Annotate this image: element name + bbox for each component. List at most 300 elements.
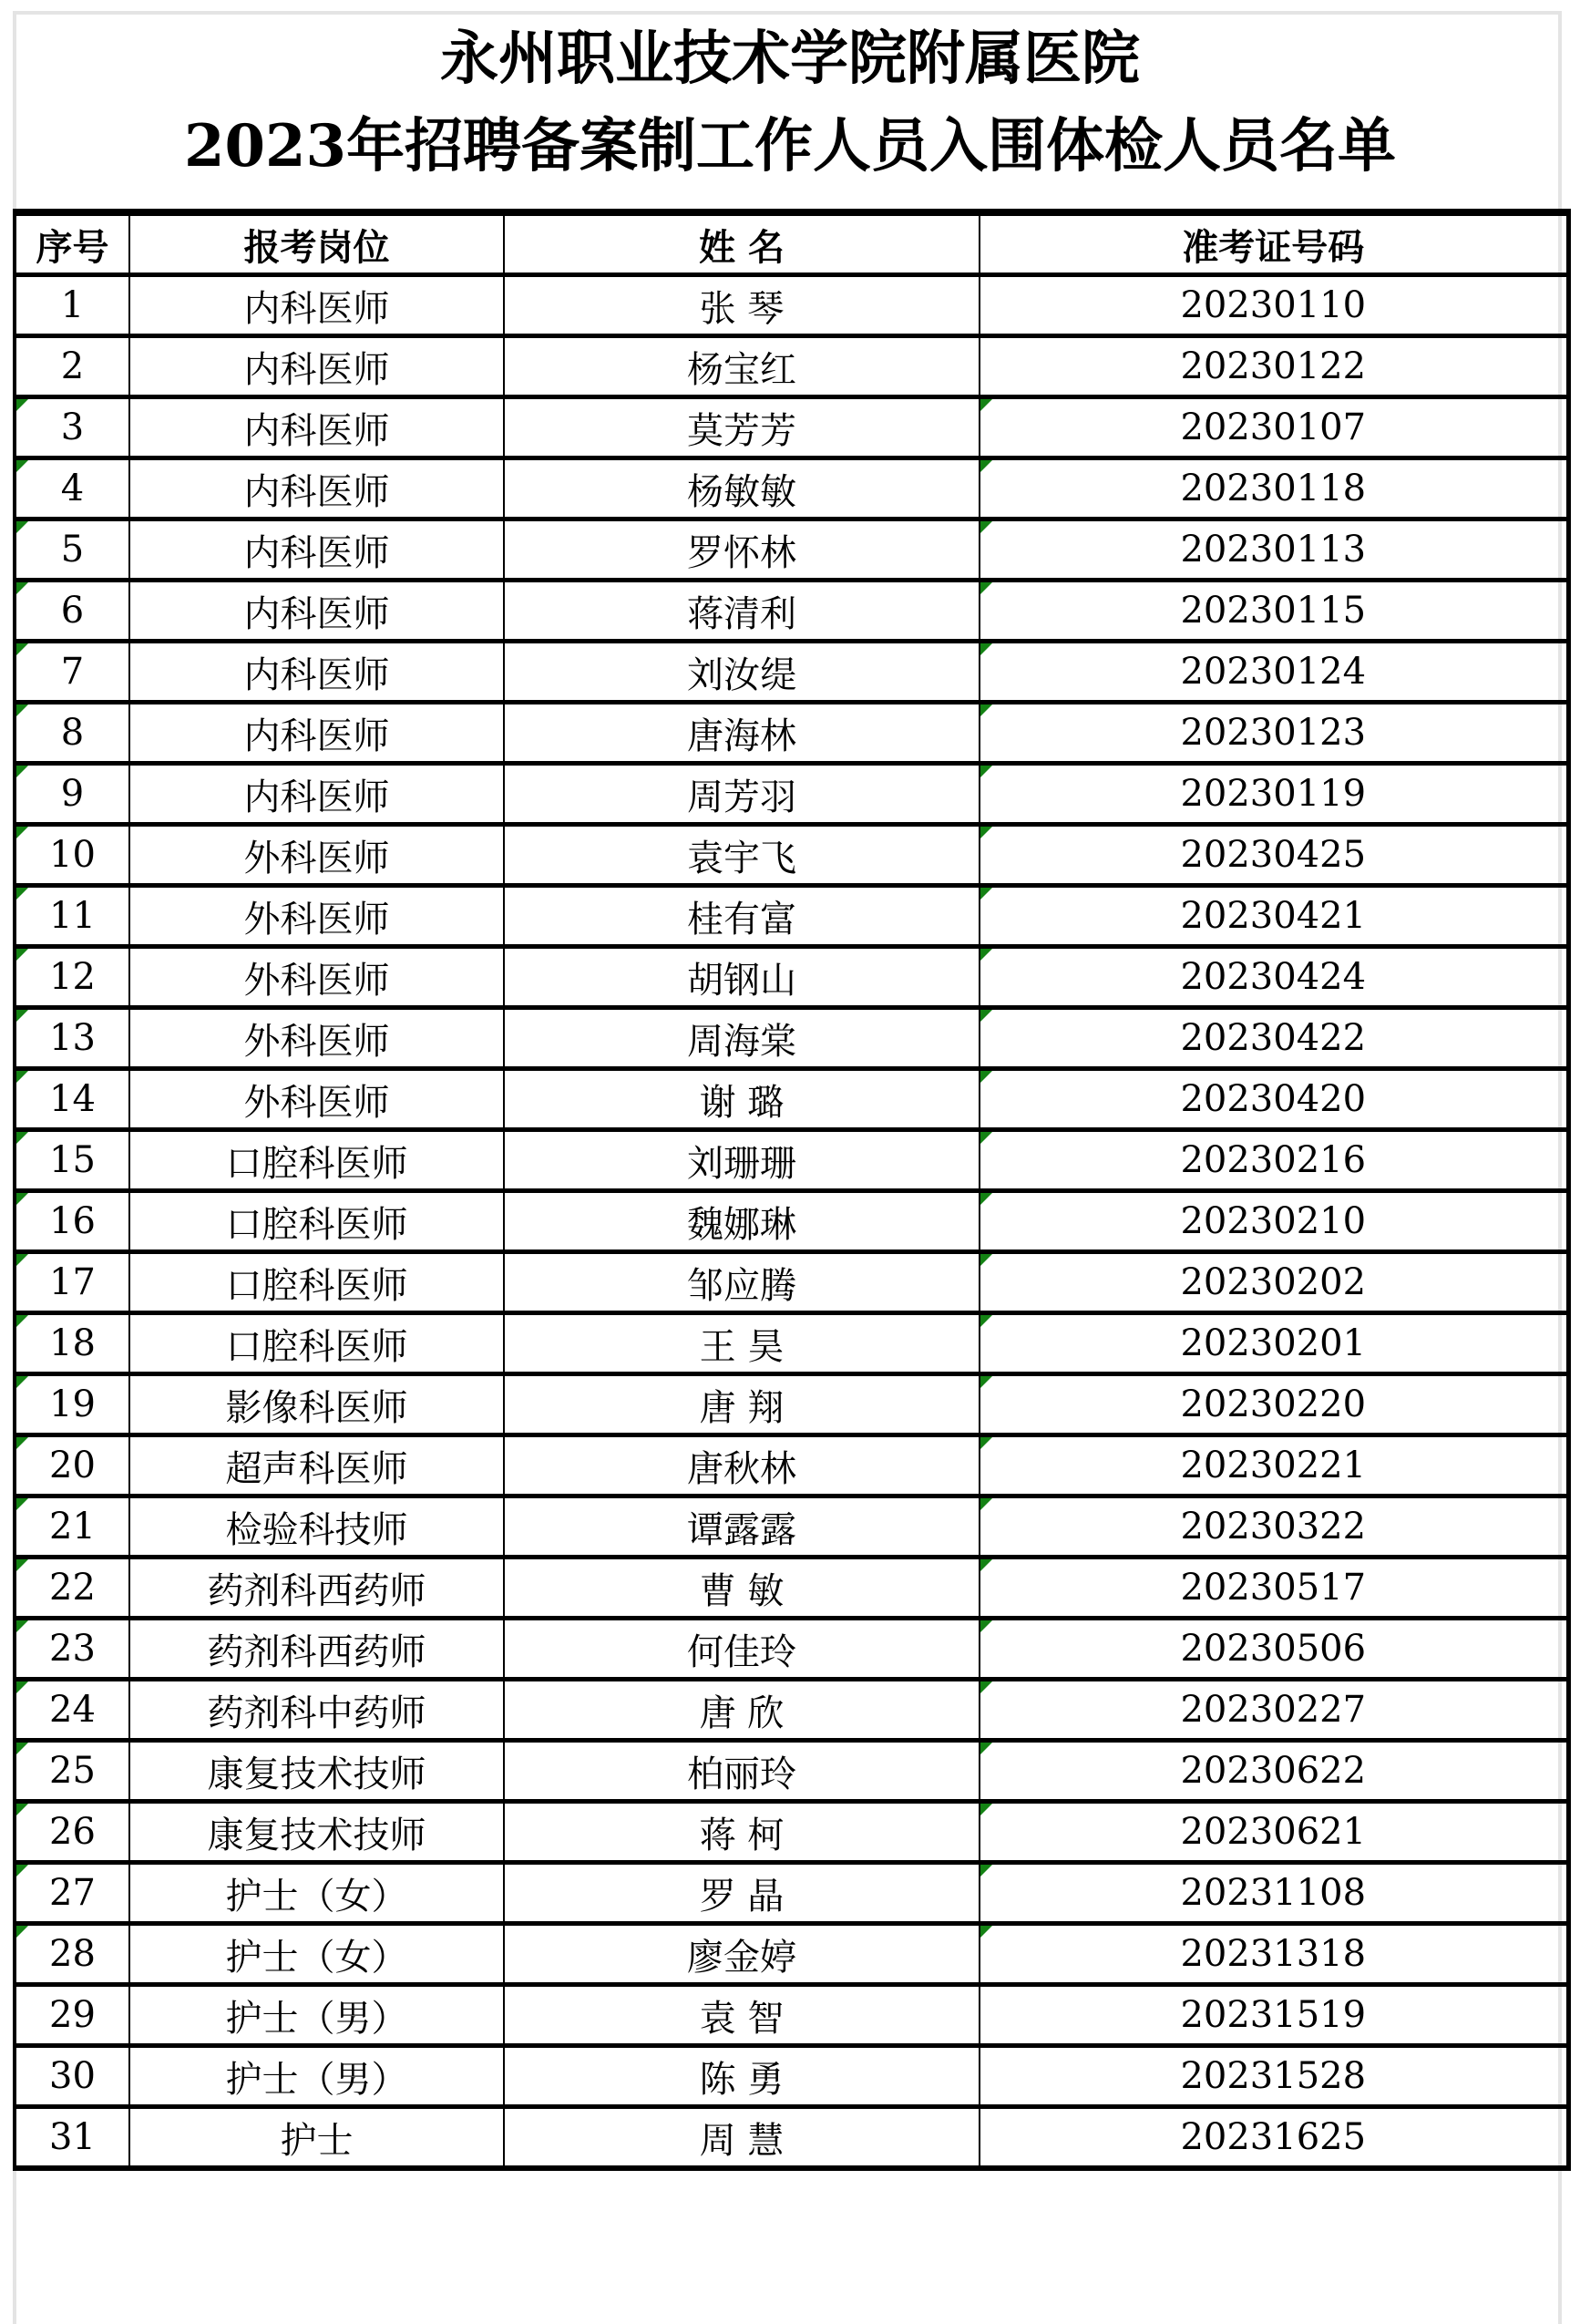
cell-ticket-number-text: 20230118 bbox=[1180, 468, 1367, 509]
cell-position bbox=[129, 1008, 504, 1069]
document-header bbox=[15, 0, 1565, 179]
cell-ticket-number bbox=[980, 947, 1568, 1008]
error-indicator-icon bbox=[16, 1071, 28, 1083]
cell-ticket-number bbox=[980, 1252, 1568, 1313]
table-row bbox=[15, 1435, 1568, 1496]
table-row bbox=[15, 458, 1568, 519]
table-row bbox=[15, 825, 1568, 886]
cell-position-text: 护士 bbox=[280, 2119, 354, 2162]
error-indicator-icon bbox=[980, 1743, 992, 1754]
cell-position-text: 内科医师 bbox=[243, 287, 390, 330]
cell-ticket-number-text: 20230220 bbox=[1180, 1383, 1367, 1425]
cell-name-text: 罗 晶 bbox=[699, 1875, 785, 1918]
cell-name-text: 胡钢山 bbox=[687, 959, 796, 1002]
cell-serial-number bbox=[15, 764, 129, 825]
cell-name-text: 袁宇飞 bbox=[687, 837, 796, 879]
error-indicator-icon bbox=[980, 1498, 992, 1510]
cell-position bbox=[129, 519, 504, 581]
cell-serial-number bbox=[15, 703, 129, 764]
cell-position bbox=[129, 642, 504, 703]
cell-position bbox=[129, 1741, 504, 1802]
cell-serial-number-text: 16 bbox=[49, 1200, 96, 1242]
cell-name bbox=[504, 581, 980, 642]
table-row bbox=[15, 1496, 1568, 1558]
cell-position bbox=[129, 1252, 504, 1313]
error-indicator-icon bbox=[16, 460, 28, 472]
table-row bbox=[15, 212, 1568, 275]
table-row bbox=[15, 642, 1568, 703]
error-indicator-icon bbox=[16, 1620, 28, 1632]
col-header-no: 序号 bbox=[15, 212, 129, 275]
cell-serial-number-text: 2 bbox=[60, 345, 85, 387]
cell-serial-number bbox=[15, 1374, 129, 1435]
cell-ticket-number-text: 20230110 bbox=[1180, 284, 1367, 326]
table-row bbox=[15, 1313, 1568, 1374]
cell-serial-number bbox=[15, 1863, 129, 1924]
cell-serial-number bbox=[15, 336, 129, 397]
error-indicator-icon bbox=[980, 1681, 992, 1693]
cell-serial-number bbox=[15, 1130, 129, 1191]
error-indicator-icon bbox=[980, 1437, 992, 1449]
cell-ticket-number-text: 20231318 bbox=[1180, 1933, 1367, 1975]
cell-position bbox=[129, 886, 504, 947]
cell-position bbox=[129, 703, 504, 764]
cell-ticket-number-text: 20230124 bbox=[1180, 651, 1367, 693]
cell-position bbox=[129, 1619, 504, 1680]
error-indicator-icon bbox=[16, 1743, 28, 1754]
cell-ticket-number-text: 20230506 bbox=[1180, 1628, 1367, 1670]
cell-ticket-number bbox=[980, 1863, 1568, 1924]
cell-position bbox=[129, 1558, 504, 1619]
error-indicator-icon bbox=[16, 1315, 28, 1327]
cell-serial-number-text: 3 bbox=[60, 406, 85, 448]
cell-position bbox=[129, 1680, 504, 1741]
cell-serial-number bbox=[15, 642, 129, 703]
error-indicator-icon bbox=[980, 582, 992, 594]
cell-ticket-number-text: 20230113 bbox=[1180, 529, 1367, 571]
cell-name-text: 曹 敏 bbox=[699, 1569, 785, 1612]
cell-ticket-number-text: 20231625 bbox=[1180, 2116, 1367, 2158]
error-indicator-icon bbox=[16, 399, 28, 411]
error-indicator-icon bbox=[980, 1376, 992, 1388]
cell-serial-number bbox=[15, 1313, 129, 1374]
table-row bbox=[15, 397, 1568, 458]
cell-name bbox=[504, 764, 980, 825]
cell-position-text: 影像科医师 bbox=[225, 1386, 408, 1429]
error-indicator-icon bbox=[980, 1193, 992, 1205]
cell-serial-number-text: 23 bbox=[49, 1628, 96, 1670]
table-header-row bbox=[15, 212, 1568, 275]
cell-position-text: 内科医师 bbox=[243, 776, 390, 818]
cell-position bbox=[129, 1863, 504, 1924]
cell-serial-number-text: 24 bbox=[49, 1689, 96, 1731]
cell-position-text: 口腔科医师 bbox=[225, 1264, 408, 1307]
cell-position bbox=[129, 1496, 504, 1558]
cell-position-text: 护士（女） bbox=[225, 1875, 408, 1918]
cell-serial-number bbox=[15, 581, 129, 642]
cell-name-text: 何佳玲 bbox=[687, 1630, 796, 1673]
cell-position-text: 外科医师 bbox=[243, 837, 390, 879]
error-indicator-icon bbox=[16, 521, 28, 533]
cell-position-text: 护士（男） bbox=[225, 1997, 408, 2040]
col-header-position: 报考岗位 bbox=[129, 212, 504, 275]
cell-ticket-number-text: 20230622 bbox=[1180, 1750, 1367, 1792]
cell-ticket-number bbox=[980, 2107, 1568, 2169]
col-header-ticket: 准考证号码 bbox=[980, 212, 1568, 275]
cell-ticket-number bbox=[980, 764, 1568, 825]
error-indicator-icon bbox=[980, 1926, 992, 1938]
table-row bbox=[15, 2046, 1568, 2107]
cell-serial-number-text: 21 bbox=[49, 1506, 96, 1548]
cell-position-text: 口腔科医师 bbox=[225, 1142, 408, 1185]
cell-serial-number bbox=[15, 1680, 129, 1741]
cell-position bbox=[129, 1130, 504, 1191]
cell-position-text: 超声科医师 bbox=[225, 1447, 408, 1490]
cell-position-text: 康复技术技师 bbox=[207, 1753, 426, 1795]
cell-ticket-number bbox=[980, 1008, 1568, 1069]
cell-name-text: 袁 智 bbox=[699, 1997, 785, 2040]
cell-position bbox=[129, 764, 504, 825]
cell-name-text: 唐 翔 bbox=[699, 1386, 785, 1429]
error-indicator-icon bbox=[980, 766, 992, 777]
error-indicator-icon bbox=[980, 1132, 992, 1144]
cell-serial-number bbox=[15, 1619, 129, 1680]
cell-name-text: 周 慧 bbox=[699, 2119, 785, 2162]
error-indicator-icon bbox=[16, 1926, 28, 1938]
cell-serial-number bbox=[15, 1741, 129, 1802]
table-row bbox=[15, 1741, 1568, 1802]
cell-name bbox=[504, 825, 980, 886]
cell-serial-number-text: 7 bbox=[60, 651, 85, 693]
cell-name-text: 谭露露 bbox=[687, 1508, 796, 1551]
cell-name-text: 周海棠 bbox=[687, 1020, 796, 1063]
cell-name-text: 廖金婷 bbox=[687, 1936, 796, 1979]
cell-ticket-number-text: 20231519 bbox=[1180, 1994, 1367, 2036]
cell-serial-number-text: 31 bbox=[49, 2116, 96, 2158]
table-row bbox=[15, 703, 1568, 764]
cell-name bbox=[504, 1374, 980, 1435]
cell-ticket-number-text: 20230107 bbox=[1180, 406, 1367, 448]
cell-ticket-number-text: 20230421 bbox=[1180, 895, 1367, 937]
cell-ticket-number bbox=[980, 1924, 1568, 1985]
cell-name bbox=[504, 519, 980, 581]
table-row bbox=[15, 947, 1568, 1008]
table-row bbox=[15, 275, 1568, 336]
error-indicator-icon bbox=[16, 1559, 28, 1571]
cell-position bbox=[129, 1924, 504, 1985]
cell-ticket-number-text: 20230227 bbox=[1180, 1689, 1367, 1731]
cell-ticket-number bbox=[980, 1374, 1568, 1435]
cell-name-text: 唐海林 bbox=[687, 715, 796, 757]
cell-name bbox=[504, 1863, 980, 1924]
cell-name bbox=[504, 2107, 980, 2169]
cell-ticket-number bbox=[980, 1496, 1568, 1558]
cell-serial-number bbox=[15, 397, 129, 458]
table-row bbox=[15, 1069, 1568, 1130]
cell-ticket-number-text: 20230621 bbox=[1180, 1811, 1367, 1853]
cell-name bbox=[504, 947, 980, 1008]
error-indicator-icon bbox=[16, 1193, 28, 1205]
cell-ticket-number bbox=[980, 2046, 1568, 2107]
cell-ticket-number bbox=[980, 275, 1568, 336]
cell-position-text: 护士（女） bbox=[225, 1936, 408, 1979]
cell-position bbox=[129, 458, 504, 519]
cell-serial-number-text: 17 bbox=[49, 1261, 96, 1303]
cell-name bbox=[504, 1130, 980, 1191]
cell-serial-number bbox=[15, 886, 129, 947]
cell-position-text: 检验科技师 bbox=[225, 1508, 408, 1551]
table-body bbox=[15, 275, 1568, 2169]
cell-ticket-number bbox=[980, 519, 1568, 581]
cell-position bbox=[129, 1069, 504, 1130]
error-indicator-icon bbox=[16, 1132, 28, 1144]
cell-ticket-number-text: 20230201 bbox=[1180, 1322, 1367, 1364]
cell-serial-number-text: 10 bbox=[49, 834, 96, 876]
error-indicator-icon bbox=[980, 888, 992, 900]
cell-serial-number bbox=[15, 2046, 129, 2107]
cell-position-text: 药剂科中药师 bbox=[207, 1692, 426, 1734]
cell-ticket-number-text: 20230425 bbox=[1180, 834, 1367, 876]
cell-serial-number-text: 19 bbox=[49, 1383, 96, 1425]
cell-position bbox=[129, 947, 504, 1008]
cell-position bbox=[129, 1191, 504, 1252]
cell-position-text: 外科医师 bbox=[243, 1081, 390, 1124]
cell-serial-number-text: 14 bbox=[49, 1078, 96, 1120]
error-indicator-icon bbox=[980, 460, 992, 472]
cell-name bbox=[504, 1680, 980, 1741]
cell-serial-number-text: 13 bbox=[49, 1017, 96, 1059]
cell-position bbox=[129, 581, 504, 642]
cell-serial-number bbox=[15, 519, 129, 581]
cell-name-text: 蒋 柯 bbox=[699, 1814, 785, 1856]
cell-position-text: 内科医师 bbox=[243, 715, 390, 757]
cell-name bbox=[504, 1985, 980, 2046]
cell-serial-number bbox=[15, 275, 129, 336]
error-indicator-icon bbox=[16, 766, 28, 777]
cell-serial-number-text: 30 bbox=[49, 2055, 96, 2097]
cell-name bbox=[504, 1496, 980, 1558]
cell-name bbox=[504, 1802, 980, 1863]
cell-serial-number bbox=[15, 1069, 129, 1130]
cell-name bbox=[504, 1924, 980, 1985]
cell-name-text: 杨宝红 bbox=[687, 348, 796, 391]
cell-serial-number bbox=[15, 1008, 129, 1069]
cell-position bbox=[129, 2046, 504, 2107]
cell-serial-number-text: 27 bbox=[49, 1872, 96, 1914]
table-row bbox=[15, 1252, 1568, 1313]
cell-ticket-number-text: 20230123 bbox=[1180, 712, 1367, 754]
error-indicator-icon bbox=[980, 1071, 992, 1083]
cell-ticket-number bbox=[980, 1191, 1568, 1252]
cell-ticket-number bbox=[980, 1069, 1568, 1130]
cell-ticket-number bbox=[980, 1985, 1568, 2046]
cell-position bbox=[129, 1985, 504, 2046]
cell-ticket-number-text: 20230322 bbox=[1180, 1506, 1367, 1548]
table-row bbox=[15, 1374, 1568, 1435]
cell-name bbox=[504, 642, 980, 703]
table-row bbox=[15, 1863, 1568, 1924]
cell-ticket-number bbox=[980, 1802, 1568, 1863]
cell-ticket-number bbox=[980, 886, 1568, 947]
cell-ticket-number-text: 20230202 bbox=[1180, 1261, 1367, 1303]
cell-position bbox=[129, 1435, 504, 1496]
cell-serial-number bbox=[15, 1496, 129, 1558]
cell-serial-number-text: 25 bbox=[49, 1750, 96, 1792]
table-row bbox=[15, 581, 1568, 642]
cell-name-text: 魏娜琳 bbox=[687, 1203, 796, 1246]
cell-serial-number bbox=[15, 1558, 129, 1619]
cell-name-text: 谢 璐 bbox=[699, 1081, 785, 1124]
cell-ticket-number-text: 20230119 bbox=[1180, 773, 1367, 815]
cell-ticket-number bbox=[980, 458, 1568, 519]
table-row bbox=[15, 1924, 1568, 1985]
cell-serial-number-text: 20 bbox=[49, 1445, 96, 1486]
cell-serial-number-text: 9 bbox=[60, 773, 85, 815]
cell-name-text: 刘汝缇 bbox=[687, 653, 796, 696]
cell-ticket-number-text: 20230422 bbox=[1180, 1017, 1367, 1059]
cell-ticket-number-text: 20230216 bbox=[1180, 1139, 1367, 1181]
cell-ticket-number-text: 20231108 bbox=[1180, 1872, 1367, 1914]
cell-name bbox=[504, 1008, 980, 1069]
error-indicator-icon bbox=[16, 704, 28, 716]
cell-serial-number bbox=[15, 947, 129, 1008]
cell-serial-number-text: 18 bbox=[49, 1322, 96, 1364]
cell-position-text: 内科医师 bbox=[243, 348, 390, 391]
cell-name bbox=[504, 1191, 980, 1252]
error-indicator-icon bbox=[980, 643, 992, 655]
error-indicator-icon bbox=[16, 1437, 28, 1449]
error-indicator-icon bbox=[16, 949, 28, 961]
error-indicator-icon bbox=[980, 827, 992, 838]
table-row bbox=[15, 1619, 1568, 1680]
error-indicator-icon bbox=[980, 1804, 992, 1815]
cell-position bbox=[129, 2107, 504, 2169]
cell-serial-number-text: 29 bbox=[49, 1994, 96, 2036]
cell-serial-number bbox=[15, 2107, 129, 2169]
cell-serial-number bbox=[15, 1435, 129, 1496]
table-row bbox=[15, 1191, 1568, 1252]
cell-name-text: 唐 欣 bbox=[699, 1692, 785, 1734]
cell-position-text: 外科医师 bbox=[243, 898, 390, 941]
cell-ticket-number bbox=[980, 581, 1568, 642]
cell-position bbox=[129, 1313, 504, 1374]
table-row bbox=[15, 764, 1568, 825]
table-row bbox=[15, 2107, 1568, 2169]
cell-position-text: 内科医师 bbox=[243, 653, 390, 696]
error-indicator-icon bbox=[16, 1376, 28, 1388]
cell-name-text: 杨敏敏 bbox=[687, 470, 796, 513]
cell-name-text: 罗怀林 bbox=[687, 531, 796, 574]
error-indicator-icon bbox=[16, 1865, 28, 1877]
cell-name bbox=[504, 397, 980, 458]
error-indicator-icon bbox=[16, 582, 28, 594]
error-indicator-icon bbox=[980, 521, 992, 533]
error-indicator-icon bbox=[980, 704, 992, 716]
cell-position-text: 外科医师 bbox=[243, 959, 390, 1002]
cell-ticket-number-text: 20230420 bbox=[1180, 1078, 1367, 1120]
table-row bbox=[15, 1680, 1568, 1741]
cell-name-text: 蒋清利 bbox=[687, 592, 796, 635]
error-indicator-icon bbox=[980, 1865, 992, 1877]
cell-name-text: 王 昊 bbox=[699, 1325, 785, 1368]
error-indicator-icon bbox=[980, 399, 992, 411]
error-indicator-icon bbox=[980, 1010, 992, 1022]
cell-ticket-number-text: 20230517 bbox=[1180, 1567, 1367, 1609]
cell-name bbox=[504, 1313, 980, 1374]
table-row bbox=[15, 336, 1568, 397]
cell-position-text: 护士（男） bbox=[225, 2058, 408, 2101]
cell-serial-number bbox=[15, 1252, 129, 1313]
cell-serial-number-text: 12 bbox=[49, 956, 96, 998]
table-row bbox=[15, 886, 1568, 947]
error-indicator-icon bbox=[980, 1315, 992, 1327]
cell-ticket-number-text: 20230221 bbox=[1180, 1445, 1367, 1486]
cell-serial-number bbox=[15, 1191, 129, 1252]
col-header-name: 姓 名 bbox=[504, 212, 980, 275]
table-row bbox=[15, 1985, 1568, 2046]
cell-ticket-number bbox=[980, 1435, 1568, 1496]
candidate-roster-table bbox=[13, 209, 1571, 2171]
cell-serial-number-text: 5 bbox=[60, 529, 85, 571]
cell-name-text: 唐秋林 bbox=[687, 1447, 796, 1490]
error-indicator-icon bbox=[16, 1498, 28, 1510]
error-indicator-icon bbox=[980, 949, 992, 961]
table-row bbox=[15, 1130, 1568, 1191]
cell-ticket-number bbox=[980, 397, 1568, 458]
cell-position-text: 内科医师 bbox=[243, 470, 390, 513]
cell-name bbox=[504, 886, 980, 947]
table-row bbox=[15, 1558, 1568, 1619]
cell-position-text: 口腔科医师 bbox=[225, 1203, 408, 1246]
cell-position-text: 药剂科西药师 bbox=[207, 1630, 426, 1673]
cell-name-text: 柏丽玲 bbox=[687, 1753, 796, 1795]
cell-position bbox=[129, 1374, 504, 1435]
cell-position bbox=[129, 336, 504, 397]
cell-serial-number bbox=[15, 458, 129, 519]
cell-serial-number-text: 22 bbox=[49, 1567, 96, 1609]
cell-position-text: 内科医师 bbox=[243, 592, 390, 635]
cell-position-text: 内科医师 bbox=[243, 409, 390, 452]
cell-ticket-number bbox=[980, 1619, 1568, 1680]
cell-serial-number-text: 4 bbox=[60, 468, 85, 509]
cell-name bbox=[504, 1558, 980, 1619]
cell-ticket-number bbox=[980, 1741, 1568, 1802]
cell-ticket-number bbox=[980, 1313, 1568, 1374]
cell-name bbox=[504, 1252, 980, 1313]
cell-ticket-number-text: 20230424 bbox=[1180, 956, 1367, 998]
cell-name-text: 刘珊珊 bbox=[687, 1142, 796, 1185]
cell-serial-number bbox=[15, 825, 129, 886]
cell-position-text: 内科医师 bbox=[243, 531, 390, 574]
error-indicator-icon bbox=[16, 643, 28, 655]
cell-serial-number-text: 15 bbox=[49, 1139, 96, 1181]
cell-position-text: 口腔科医师 bbox=[225, 1325, 408, 1368]
cell-position bbox=[129, 397, 504, 458]
cell-name bbox=[504, 1619, 980, 1680]
error-indicator-icon bbox=[16, 1010, 28, 1022]
error-indicator-icon bbox=[16, 888, 28, 900]
cell-name bbox=[504, 703, 980, 764]
cell-ticket-number-text: 20230115 bbox=[1180, 590, 1367, 632]
cell-name-text: 张 琴 bbox=[699, 287, 785, 330]
cell-serial-number-text: 28 bbox=[49, 1933, 96, 1975]
table-row bbox=[15, 519, 1568, 581]
cell-ticket-number-text: 20230210 bbox=[1180, 1200, 1367, 1242]
document-title-line1: 永州职业技术学院附属医院 bbox=[440, 25, 1140, 93]
cell-position-text: 外科医师 bbox=[243, 1020, 390, 1063]
cell-position-text: 康复技术技师 bbox=[207, 1814, 426, 1856]
error-indicator-icon bbox=[980, 1559, 992, 1571]
